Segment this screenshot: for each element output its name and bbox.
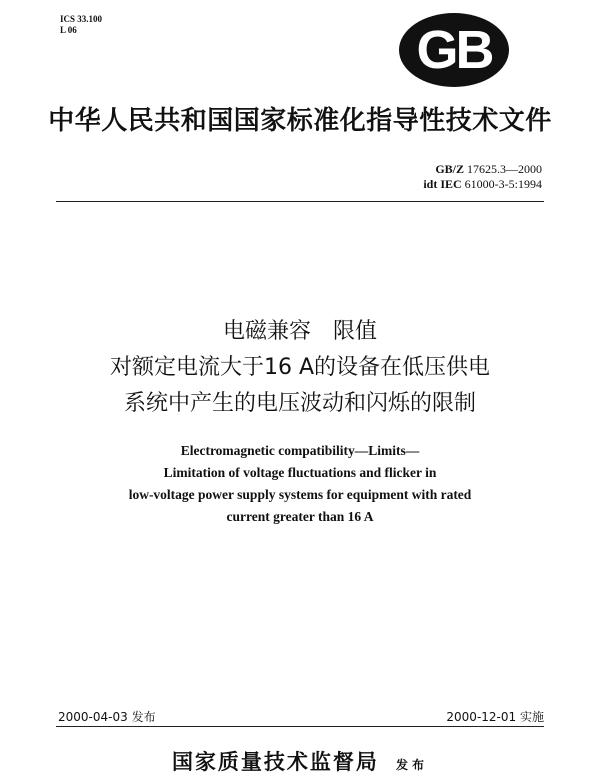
gb-logo	[398, 12, 510, 88]
english-title-line-3: low-voltage power supply systems for equipment with rated	[128, 487, 472, 502]
ccs-code: L 06	[60, 25, 77, 35]
ics-code: ICS 33.100	[60, 14, 103, 24]
standard-numbers	[423, 162, 542, 192]
issue-date: 2000-04-03	[58, 710, 128, 724]
idt-label: idt IEC	[423, 177, 462, 191]
implement-label: 实施	[519, 710, 544, 724]
idt-number: 61000-3-5:1994	[464, 177, 542, 191]
issuer-suffix: 发布	[396, 758, 429, 772]
english-title-line-4: current greater than 16 A	[226, 509, 374, 524]
idt-number-line	[423, 177, 542, 192]
chinese-title-line-1: 电磁兼容 限值	[222, 319, 377, 344]
gb-logo-text: GB	[416, 20, 492, 80]
chinese-title-line-3: 系统中产生的电压波动和闪烁的限制	[123, 391, 476, 416]
issuer-block	[0, 746, 600, 776]
standard-number-line	[423, 162, 542, 177]
issuer-name: 国家质量技术监督局	[171, 750, 379, 774]
english-title-line-2: Limitation of voltage fluctuations and flicker in	[163, 465, 437, 480]
issue-date-block	[58, 708, 156, 725]
chinese-title-line-2: 对额定电流大于16 A的设备在低压供电	[109, 355, 491, 380]
english-title	[0, 440, 600, 528]
standard-number: 17625.3—2000	[467, 162, 542, 176]
implement-date: 2000-12-01	[446, 710, 517, 724]
chinese-title	[0, 314, 600, 422]
implement-date-block	[446, 708, 544, 725]
header-divider	[56, 201, 544, 202]
standard-number-label: GB/Z	[435, 162, 464, 176]
english-title-line-1: Electromagnetic compatibility—Limits—	[180, 443, 420, 458]
footer-divider	[56, 726, 544, 727]
issue-label: 发布	[131, 710, 156, 724]
national-standard-title: 中华人民共和国国家标准化指导性技术文件	[48, 106, 552, 136]
classification-codes	[60, 14, 102, 36]
